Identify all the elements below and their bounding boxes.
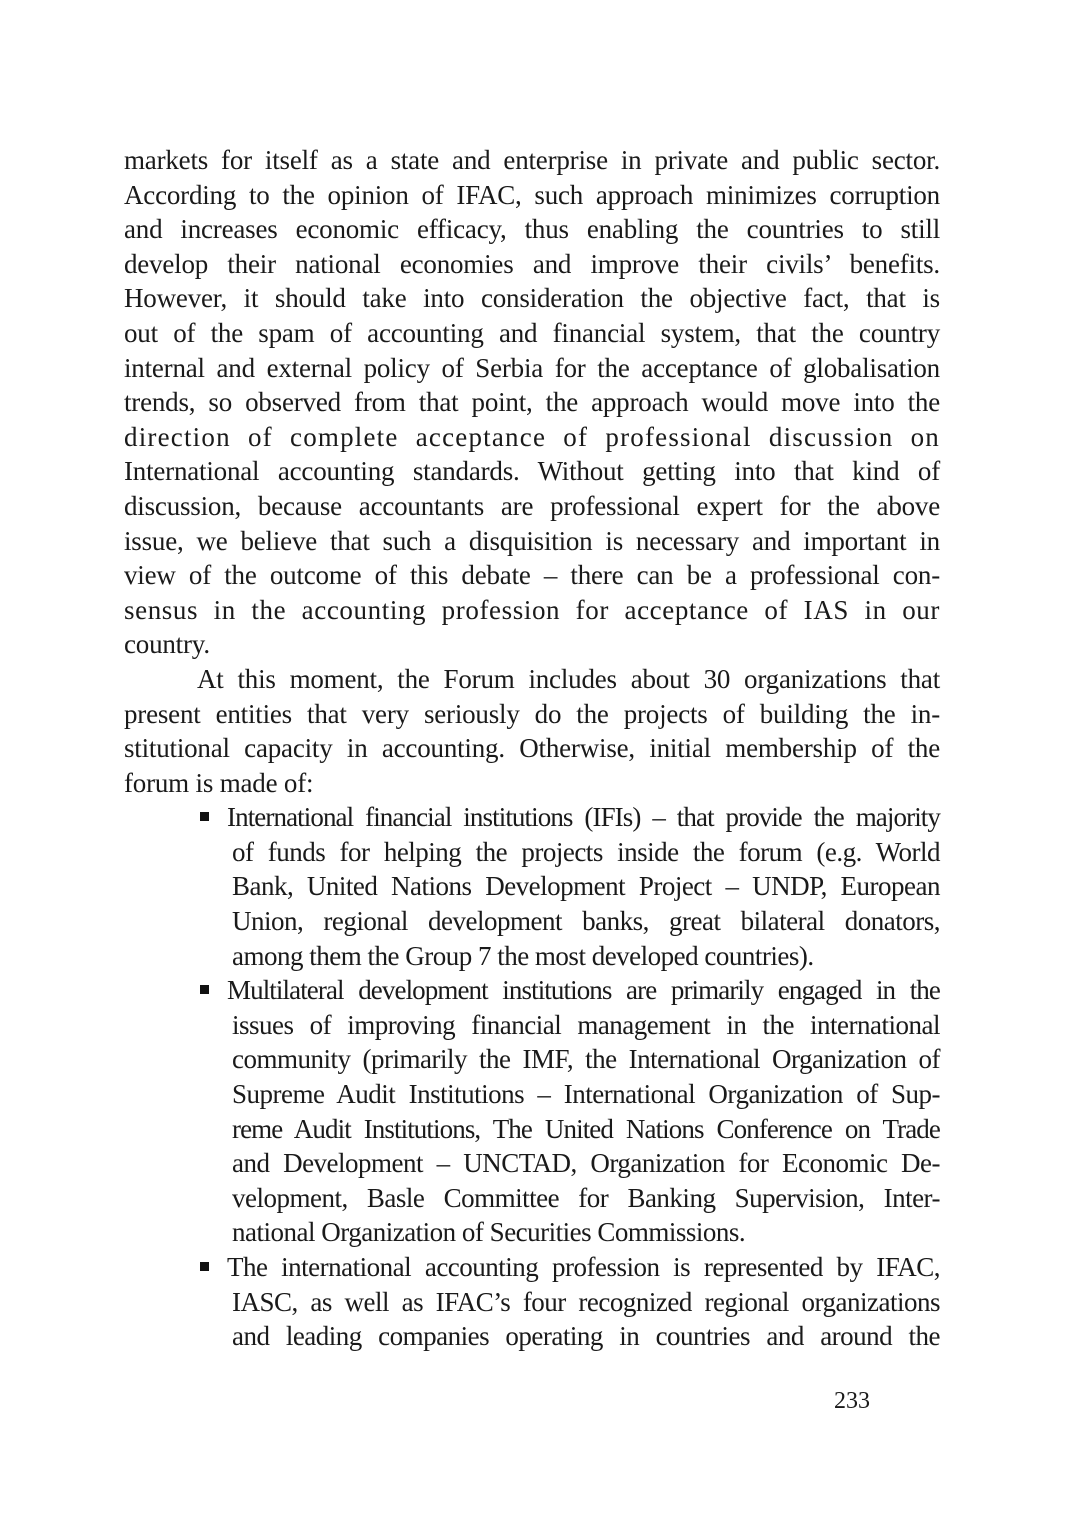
text-line: Multilateral development institutions are primarily engaged in the (227, 975, 940, 1006)
text-line: out of the spam of accounting and financial system, that the country (124, 317, 940, 348)
text-line: develop their national economies and improve their civils’ benefits. (124, 248, 940, 279)
text-line: internal and external policy of Serbia for the acceptance of globalisation (124, 352, 940, 383)
text-line: issues of improving financial management in the international (232, 1009, 940, 1040)
text-line: community (primarily the IMF, the International Organization of (232, 1044, 940, 1075)
text-line: Bank, United Nations Development Project – UNDP, European (232, 871, 940, 902)
text-line: among them the Group 7 the most developed countries). (232, 940, 814, 971)
text-line: trends, so observed from that point, the approach would move into the (124, 387, 940, 418)
text-line: view of the outcome of this debate – there can be a professional con- (124, 560, 940, 591)
bullet-item-ifis (124, 800, 940, 973)
paragraph-1 (124, 143, 940, 662)
text-line: of funds for helping the projects inside the forum (e.g. World (232, 836, 940, 867)
text-line: and Development – UNCTAD, Organization for Economic De- (232, 1148, 940, 1179)
text-line: At this moment, the Forum includes about 30 organizations that (197, 663, 940, 694)
text-line: issue, we believe that such a disquisition is necessary and important in (124, 525, 940, 556)
text-line: and leading companies operating in countries and around the (232, 1321, 940, 1352)
page-number: 233 (834, 1388, 870, 1414)
square-bullet-icon (200, 985, 209, 994)
text-line: Union, regional development banks, great bilateral donators, (232, 906, 940, 937)
bullet-item-multilateral (124, 973, 940, 1250)
text-line: country. (124, 629, 210, 660)
bullet-list (124, 800, 940, 1354)
text-line: International financial institutions (IFIs) – that provide the majority (227, 802, 940, 833)
document-page (124, 143, 940, 1354)
text-line: markets for itself as a state and enterprise in private and public sector. (124, 145, 940, 175)
text-line: International accounting standards. Without getting into that kind of (124, 456, 940, 487)
text-line: discussion, because accountants are professional expert for the above (124, 490, 940, 521)
text-line: reme Audit Institutions, The United Nations Conference on Trade (232, 1113, 940, 1144)
text-line: According to the opinion of IFAC, such approach minimizes corruption (124, 179, 940, 210)
text-line: IASC, as well as IFAC’s four recognized regional organizations (232, 1286, 940, 1317)
text-line: sensus in the accounting profession for acceptance of IAS in our (124, 594, 940, 625)
text-line: and increases economic efficacy, thus enabling the countries to still (124, 214, 940, 245)
text-line: present entities that very seriously do the projects of building the in- (124, 698, 940, 729)
square-bullet-icon (200, 1262, 209, 1271)
text-line: Supreme Audit Institutions – International Organization of Sup- (232, 1079, 940, 1110)
text-line: The international accounting profession is represented by IFAC, (227, 1252, 940, 1282)
text-line: forum is made of: (124, 767, 314, 798)
text-line: velopment, Basle Committee for Banking Supervision, Inter- (232, 1182, 940, 1213)
text-line: national Organization of Securities Commissions. (232, 1217, 746, 1248)
bullet-item-accounting-profession (124, 1250, 940, 1354)
text-line: stitutional capacity in accounting. Otherwise, initial membership of the (124, 733, 940, 764)
text-line: direction of complete acceptance of professional discussion on (124, 421, 940, 452)
paragraph-2 (124, 662, 940, 800)
square-bullet-icon (200, 812, 209, 821)
text-line: However, it should take into consideration the objective fact, that is (124, 283, 940, 314)
